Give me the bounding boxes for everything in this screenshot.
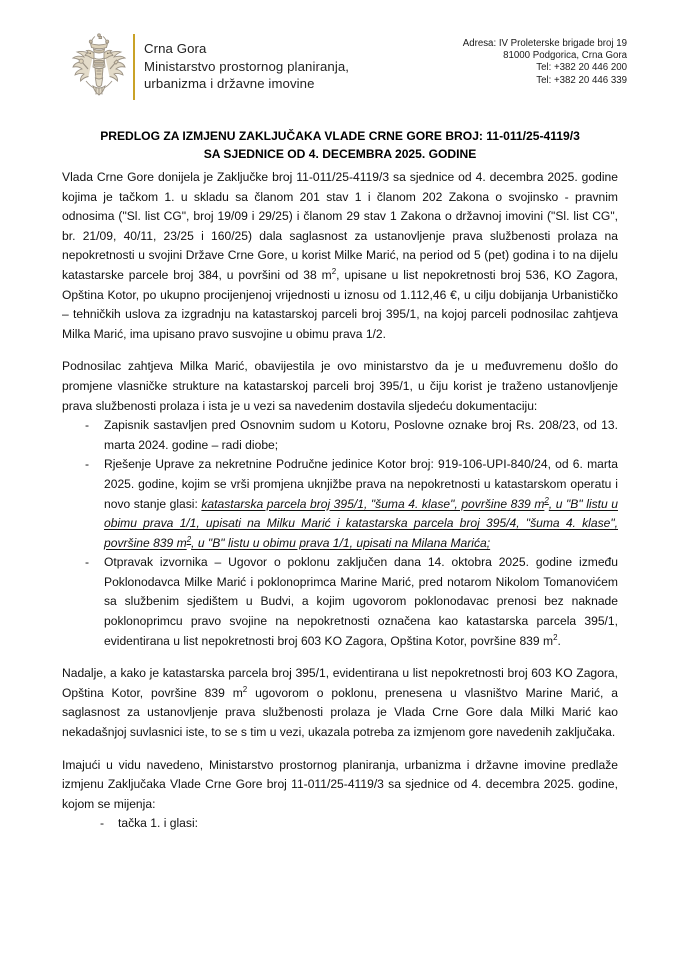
paragraph-4: Imajući u vidu navedeno, Ministarstvo prostornog planiranja, urbanizma i državne imovine predlaže izmjenu Zaključaka Vlade Crne Gore broj 11-011/25-4119/3 sa sjednice od 4. decembra 2025. godine, kojom se mijenja: (62, 757, 618, 811)
list-item-rjesenje-sup-b: 2 (186, 534, 192, 544)
contact-phone-1: Tel: +382 20 446 200 (536, 62, 627, 74)
title-line-2: SA SJEDNICE OD 4. DECEMBRA 2025. GODINE (203, 146, 477, 161)
org-line-ministry-1: Ministarstvo prostornog planiranja, (144, 58, 350, 74)
page-title (62, 128, 618, 163)
list-item-otpravak-text: Otpravak izvornika – Ugovor o poklonu zaključen dana 14. oktobra 2025. godine između Poklonodavca Milke Marić i poklonoprimca Marine Marić, pred notarom Nikolom Tomanovićem sa službenim sjedištem u Budvi, a kojim ugovorom poklonodavac prenosi bez naknade poklonoprimcu pravo svojine na nepokretnosti označena kao katastarska parcela 395/1, evidentirana u list nepokretnosti broj 603 KO Zagora, Opština Kotor, površine 839 m (104, 555, 618, 648)
org-line-ministry-2: urbanizma i državne imovine (144, 76, 315, 92)
paragraph-1-part-b: , upisane u list nepokretnosti broj 536, KO Zagora, Opština Kotor, po ukupno procijenjenoj vrijednosti u iznosu od 1.112,46 €, u cilju dobijanja Urbanističko – tehničkih uslova za izgradnju na katastarskoj parceli broj 395/1, na kojoj parceli podnosilac zahtjeva Milka Marić, ima upisano pravo susvojine u obimu prava 1/2. (62, 267, 619, 341)
montenegro-coat-of-arms-icon (70, 31, 128, 103)
contact-city: 81000 Podgorica, Crna Gora (503, 50, 627, 62)
list-item-rjesenje (62, 455, 618, 553)
title-line-1: PREDLOG ZA IZMJENU ZAKLJUČAKA VLADE CRNE GORE BROJ: 11-011/25-4119/3 (100, 129, 580, 143)
paragraph-1-superscript: 2 (331, 266, 337, 276)
list-item-rjesenje-emphasis-b: , u "B" listu u obimu prava 1/1, upisati na Milku Marić i katastarska parcela broj 395/4, "šuma 4. klase", površine 839 m (104, 496, 618, 550)
paragraph-3-part-b: ugovorom o poklonu, prenesena u vlasništvo Marine Marić, a saglasnost za ustanovljenje prava službenosti prolaza je Vlada Crne Gore dala Milki Marić kao nekadašnjoj suvlasnici iste, to se s tim u vezi, ukazala potreba za izmjenom gore navedenih zaključaka. (62, 685, 618, 740)
paragraph-1 (62, 168, 618, 344)
list-item-zapisnik (62, 416, 618, 455)
list-item-rjesenje-sup-a: 2 (544, 495, 549, 505)
org-line-country: Crna Gora (144, 41, 207, 56)
documentation-list (62, 416, 618, 651)
paragraph-3-part-a: Nadalje, a kako je katastarska parcela broj 395/1, evidentirana u list nepokretnosti broj 603 KO Zagora, Opština Kotor, površine 839 m (62, 666, 618, 700)
list-item-otpravak (62, 553, 618, 651)
document-body (62, 168, 618, 834)
list-item-rjesenje-emphasis-c: , u "B" listu u obimu prava 1/1, upisati na Milana Marića; (191, 535, 491, 550)
list-item-rjesenje-emphasis-a: katastarska parcela broj 395/1, "šuma 4. klase", površine 839 m (201, 496, 545, 511)
list-item-rjesenje-intro: Rješenje Uprave za nekretnine Područne jedinice Kotor broj: 919-106-UPI-840/24, od 6. marta 2025. godine, kojim se vrši promjena uknjižbe prava na nepokretnosti u katastarskom operatu i novo stanje glasi: (104, 457, 618, 511)
paragraph-2: Podnosilac zahtjeva Milka Marić, obavijestila je ovo ministarstvo da je u međuvremenu došlo do promjene vlasničke strukture na katastarskoj parceli broj 395/1, u čiju korist je traženo ustanovljenje prava službenosti prolaza i ista je u vezi sa navedenim dostavila sljedeću dokumentaciju: (62, 359, 618, 413)
paragraph-1-part-a: Vlada Crne Gore donijela je Zaključke broj 11-011/25-4119/3 sa sjednice od 4. decembra 2025. godine kojima je tačkom 1. u skladu sa članom 201 stav 1 i članom 202 Zakona o svojinsko - pravnim odnosima ("Sl. list CG", broj 19/09 i 29/25) i članom 29 stav 1 Zakona o državnoj imovini ("Sl. list CG", br. 21/09, 40/11, 23/25 i 160/25) dala saglasnost za ustanovljenje prava službenosti prolaza na nepokretnosti u svojini Države Crne Gore, u korist Milke Marić, na period od 5 (pet) godina i to na dijelu katastarske parcele broj 384, u površini od 38 m (62, 170, 618, 282)
amendment-list (62, 814, 618, 834)
letterhead (0, 0, 679, 112)
list-item-zapisnik-text: Zapisnik sastavljen pred Osnovnim sudom u Kotoru, Poslovne oznake broj Rs. 208/23, od 13. marta 2024. godine – radi diobe; (104, 418, 618, 452)
list-item-otpravak-sup: 2 (553, 632, 558, 642)
list-item-otpravak-end: . (557, 633, 561, 648)
paragraph-3-superscript: 2 (242, 684, 248, 694)
paragraph-3 (62, 664, 618, 742)
contact-address: Adresa: IV Proleterske brigade broj 19 (462, 38, 627, 49)
contact-phone-2: Tel: +382 20 446 339 (536, 74, 627, 86)
gold-divider-rule (133, 34, 135, 100)
contact-block (327, 38, 627, 87)
list-item-tacka-1: - tačka 1. i glasi: (62, 814, 618, 834)
